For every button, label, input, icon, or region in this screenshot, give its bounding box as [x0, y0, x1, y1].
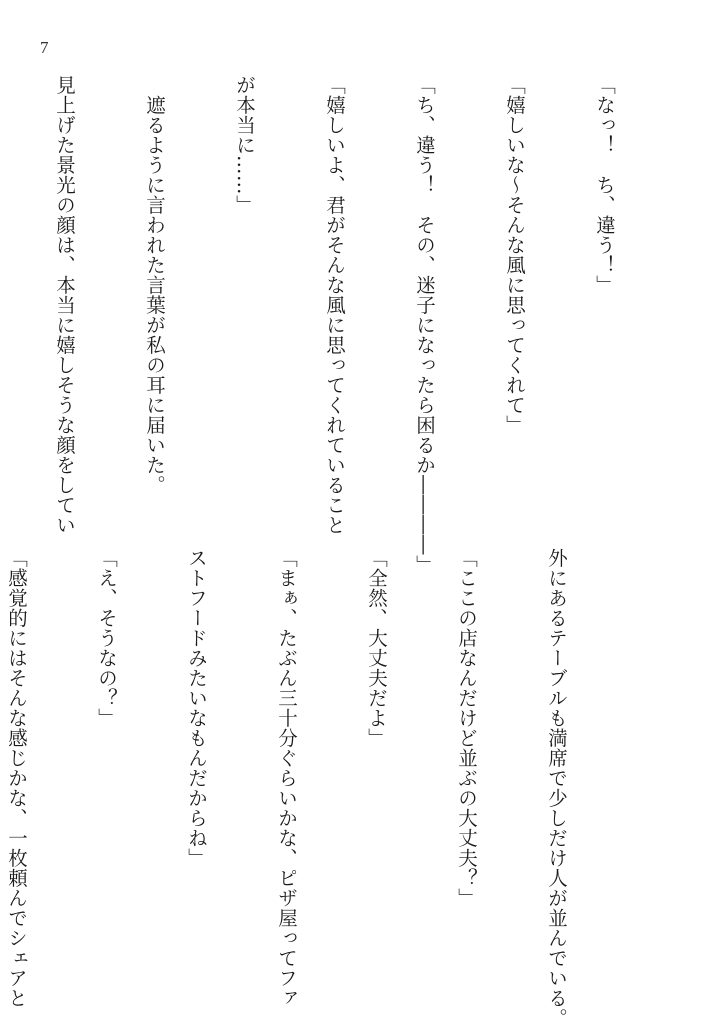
- text-line: 遮るように言われた言葉が私の耳に届いた。: [143, 75, 166, 495]
- text-line: 「嬉しいよ、君がそんな風に思ってくれていること: [323, 75, 346, 535]
- text-line: 「感覚的にはそんな感じかな、一枚頼んでシェアと: [5, 548, 28, 1008]
- text-line: 見上げた景光の顔は、本当に嬉しそうな顔をしてい: [53, 75, 76, 535]
- text-line: 「嬉しいな～そんな風に思ってくれて」: [503, 75, 526, 435]
- text-line: が本当に……」: [233, 75, 256, 215]
- lower-text-block: [0, 548, 631, 1028]
- text-line: ストフードみたいなもんだからね」: [185, 548, 208, 868]
- text-line: 「ここの店なんだけど並ぶの大丈夫？」: [455, 548, 478, 908]
- upper-text-block: [0, 75, 679, 575]
- text-line: 「え、そうなの？」: [95, 548, 118, 728]
- text-line: 「まぁ、たぶん三十分ぐらいかな、ピザ屋ってファ: [275, 548, 298, 1008]
- text-line: 「なっ！ ち、違う！」: [593, 75, 616, 295]
- text-line: 「ち、違う！ その、迷子になったら困るか――――」: [413, 75, 436, 575]
- text-line: 外にあるテーブルも満席で少しだけ人が並んでいる。: [545, 548, 568, 1028]
- text-line: 「全然、大丈夫だよ」: [365, 548, 388, 748]
- page-number: 7: [40, 38, 49, 57]
